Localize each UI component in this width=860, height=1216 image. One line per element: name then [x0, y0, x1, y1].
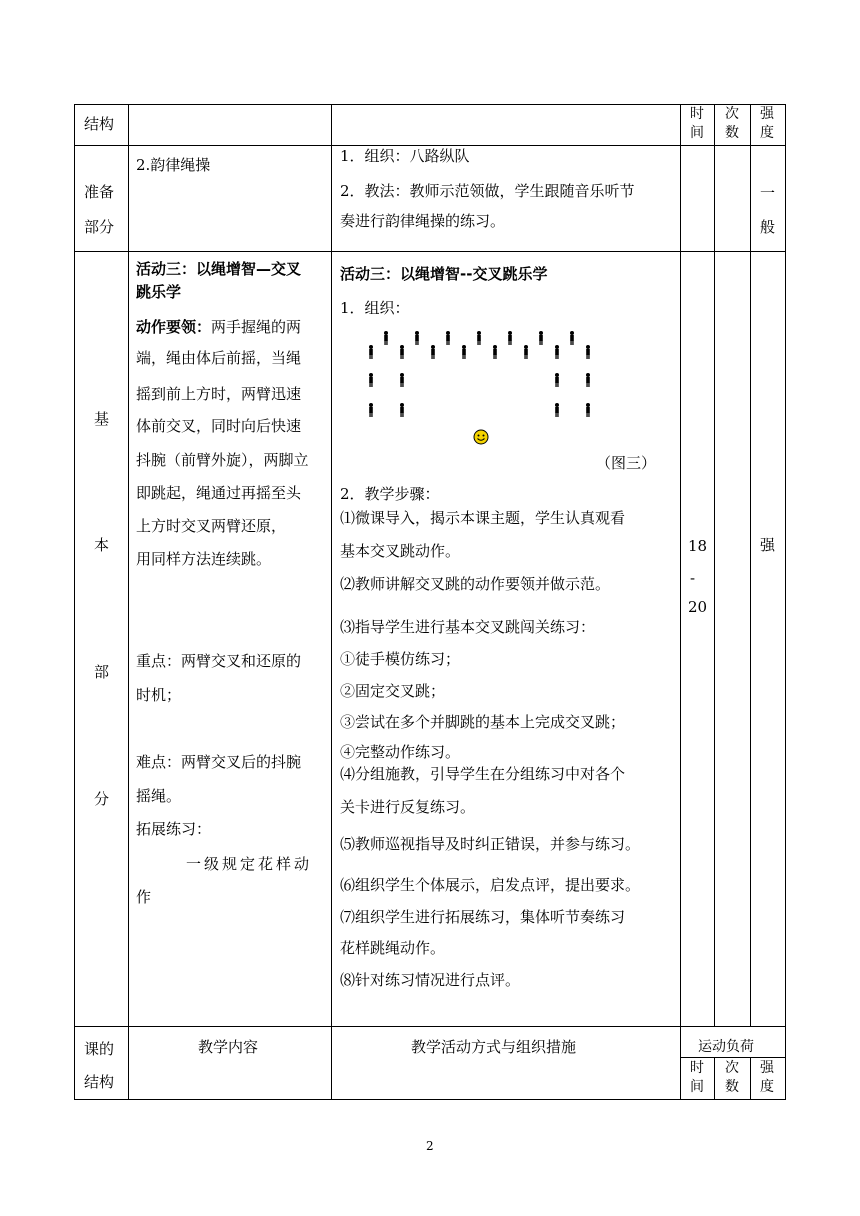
extension-line-2: 作	[136, 888, 152, 906]
header-intensity-1: 强	[760, 106, 774, 122]
figure-caption: （图三）	[596, 454, 657, 472]
footer-content: 教学内容	[198, 1038, 259, 1056]
person-icon	[553, 345, 561, 363]
person-icon	[398, 373, 406, 391]
essentials-line-2: 端，绳由体后前摇，当绳	[136, 349, 302, 367]
essentials-label: 动作要领：	[136, 318, 212, 336]
organization-label: 1．组织：	[340, 299, 410, 317]
step-line-12: ⑹组织学生个体展示，启发点评，提出要求。	[340, 876, 641, 894]
step-line-10: 关卡进行反复练习。	[340, 798, 476, 816]
essentials-text-1: 两手握绳的两	[211, 318, 302, 336]
essentials-line-7: 上方时交叉两臂还原，	[136, 517, 287, 535]
person-icon	[398, 403, 406, 421]
prep-section-label-1: 准备	[84, 183, 115, 201]
footer-time-1: 时	[690, 1060, 704, 1076]
step-line-6: ②固定交叉跳；	[340, 682, 446, 700]
difficulty-line-2: 摇绳。	[136, 787, 182, 805]
footer-count-2: 数	[725, 1079, 739, 1095]
formation-figure	[340, 325, 670, 455]
person-icon	[367, 345, 375, 363]
footer-intensity-1: 强	[760, 1060, 774, 1076]
main-section-label-3: 部	[94, 663, 110, 681]
activity-title-left-1: 活动三：以绳增智—交叉	[136, 260, 302, 278]
step-line-5: ①徒手模仿练习；	[340, 650, 461, 668]
step-line-15: ⑻针对练习情况进行点评。	[340, 971, 521, 989]
person-icon	[584, 403, 592, 421]
main-time-2: -	[690, 569, 696, 587]
person-icon	[367, 403, 375, 421]
person-icon	[460, 345, 468, 363]
difficulty-line-1: 难点：两臂交叉后的抖腕	[136, 753, 302, 771]
activity-title-left-2: 跳乐学	[136, 283, 182, 301]
person-icon	[398, 345, 406, 363]
header-count-1: 次	[725, 106, 739, 122]
footer-structure-2: 结构	[84, 1073, 115, 1091]
step-line-4: ⑶指导学生进行基本交叉跳闯关练习：	[340, 618, 596, 636]
prep-method-line2: 奏进行韵律绳操的练习。	[340, 212, 506, 230]
essentials-line-3: 摇到前上方时，两臂迅速	[136, 385, 302, 403]
person-icon	[382, 331, 390, 349]
main-section-label-2: 本	[94, 536, 110, 554]
footer-time-2: 间	[690, 1079, 704, 1095]
person-icon	[506, 331, 514, 349]
header-time-1: 时	[690, 106, 704, 122]
step-line-3: ⑵教师讲解交叉跳的动作要领并做示范。	[340, 575, 611, 593]
extension-line-1: 一级规定花样动	[186, 855, 313, 873]
step-line-2: 基本交叉跳动作。	[340, 542, 461, 560]
step-line-8: ④完整动作练习。	[340, 743, 461, 761]
steps-label: 2．教学步骤：	[340, 485, 440, 503]
person-icon	[584, 345, 592, 363]
person-icon	[568, 331, 576, 349]
main-time-1: 18	[688, 537, 708, 555]
main-section-label-4: 分	[94, 790, 110, 808]
key-point-line-1: 重点：两臂交叉和还原的	[136, 652, 302, 670]
header-structure: 结构	[84, 115, 115, 133]
essentials-line-6: 即跳起，绳通过再摇至头	[136, 484, 302, 502]
prep-section-label-2: 部分	[84, 218, 115, 236]
step-line-14: 花样跳绳动作。	[340, 939, 446, 957]
prep-organization: 1．组织：八路纵队	[340, 147, 470, 165]
person-icon	[491, 345, 499, 363]
footer-intensity-2: 度	[760, 1079, 774, 1095]
footer-count-1: 次	[725, 1060, 739, 1076]
prep-method-line1: 2．教法：教师示范领做，学生跟随音乐听节	[340, 182, 635, 200]
main-time-3: 20	[688, 598, 708, 616]
person-icon	[522, 345, 530, 363]
footer-structure-1: 课的	[84, 1040, 115, 1058]
footer-method: 教学活动方式与组织措施	[411, 1038, 577, 1056]
person-icon	[429, 345, 437, 363]
main-intensity: 强	[760, 536, 776, 554]
prep-content: 2.韵律绳操	[136, 156, 211, 174]
smiley-icon	[473, 429, 489, 445]
header-intensity-2: 度	[760, 125, 774, 141]
person-icon	[367, 373, 375, 391]
prep-intensity-2: 般	[760, 218, 776, 236]
step-line-1: ⑴微课导入，揭示本课主题，学生认真观看	[340, 509, 626, 527]
extension-label: 拓展练习：	[136, 820, 212, 838]
essentials-line-5: 抖腕（前臂外旋），两脚立	[136, 451, 309, 469]
step-line-13: ⑺组织学生进行拓展练习，集体听节奏练习	[340, 908, 626, 926]
person-icon	[584, 373, 592, 391]
activity-title-right: 活动三：以绳增智--交叉跳乐学	[340, 265, 548, 283]
person-icon	[537, 331, 545, 349]
prep-intensity-1: 一	[760, 184, 776, 202]
page-number: 2	[426, 1139, 434, 1153]
key-point-line-2: 时机；	[136, 686, 182, 704]
person-icon	[413, 331, 421, 349]
step-line-7: ③尝试在多个并脚跳的基本上完成交叉跳；	[340, 713, 626, 731]
person-icon	[553, 403, 561, 421]
step-line-9: ⑷分组施教，引导学生在分组练习中对各个	[340, 765, 626, 783]
header-time-2: 间	[690, 125, 704, 141]
person-icon	[553, 373, 561, 391]
essentials-line-1	[136, 320, 301, 335]
person-icon	[444, 331, 452, 349]
essentials-line-4: 体前交叉，同时向后快速	[136, 417, 302, 435]
step-line-11: ⑸教师巡视指导及时纠正错误，并参与练习。	[340, 835, 641, 853]
essentials-line-8: 用同样方法连续跳。	[136, 550, 272, 568]
footer-load: 运动负荷	[698, 1039, 754, 1055]
header-count-2: 数	[725, 125, 739, 141]
main-section-label-1: 基	[94, 410, 110, 428]
person-icon	[475, 331, 483, 349]
